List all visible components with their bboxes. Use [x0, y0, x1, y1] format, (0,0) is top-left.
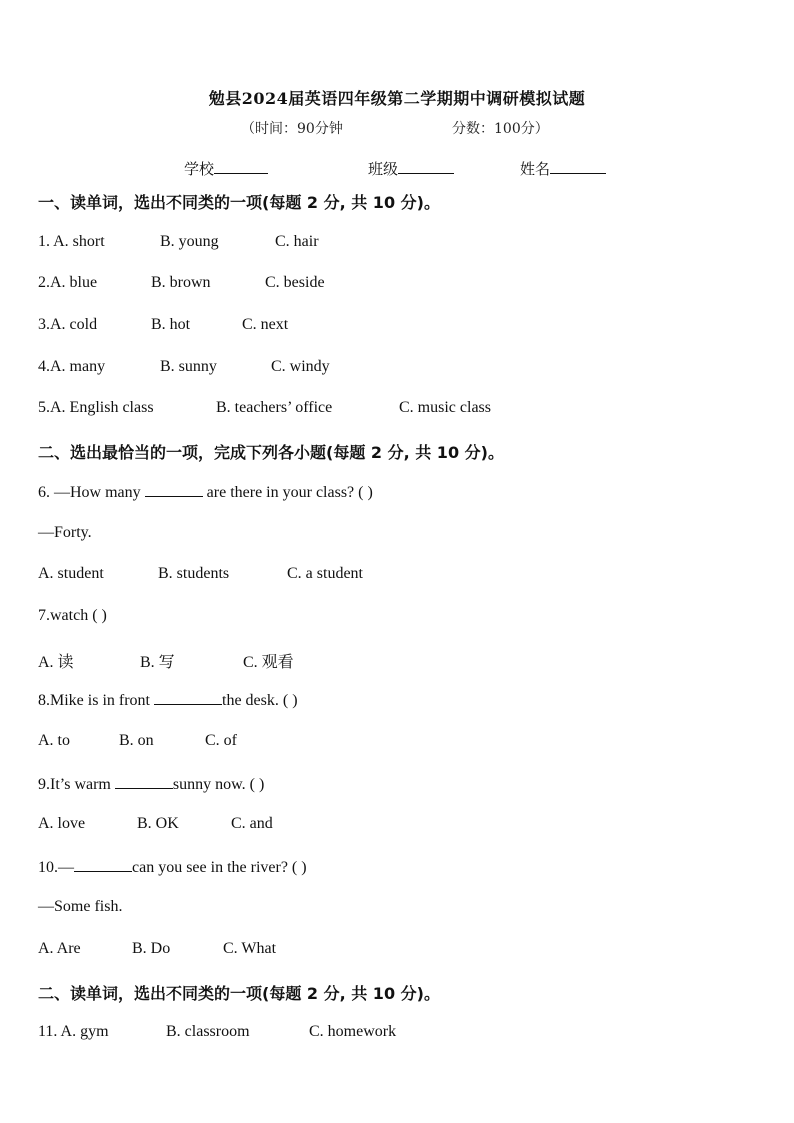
- question-stem-end: can you see in the river? ( ): [132, 859, 307, 876]
- answer-blank: [115, 774, 173, 789]
- question-10: [38, 857, 307, 877]
- question-1: [38, 233, 319, 251]
- section-heading-1: 一、读单词，选出不同类的一项(每题 2 分, 共 10 分)。: [38, 193, 440, 212]
- option-a: A. many: [50, 358, 106, 375]
- name-blank: [550, 159, 606, 174]
- option-c: C. and: [231, 815, 273, 832]
- exam-title: 勉县2024届英语四年级第二学期期中调研模拟试题: [208, 89, 586, 108]
- option-c: C. beside: [265, 274, 325, 291]
- name-label: 姓名: [520, 160, 551, 178]
- question-number: 4.: [38, 358, 50, 375]
- option-c: C. of: [205, 732, 237, 749]
- option-a: A. to: [38, 732, 70, 749]
- option-c: C. What: [223, 940, 277, 957]
- class-field: [368, 158, 454, 179]
- school-field: [184, 158, 268, 179]
- school-blank: [214, 159, 268, 174]
- option-b: B. 写: [140, 654, 175, 671]
- option-b: B. students: [158, 565, 230, 582]
- question-stem-start: 10.—: [38, 859, 74, 876]
- question-2: [38, 274, 325, 292]
- class-blank: [398, 159, 454, 174]
- option-b: B. hot: [151, 316, 191, 333]
- question-number: 2.: [38, 274, 50, 291]
- option-b: B. sunny: [160, 358, 217, 375]
- question-3: [38, 316, 289, 334]
- option-c: C. windy: [271, 358, 330, 375]
- question-stem-start: 9.It’s warm: [38, 776, 115, 793]
- question-stem-end: the desk. ( ): [222, 692, 298, 709]
- question-6: [38, 482, 373, 502]
- question-number: 11.: [38, 1023, 61, 1040]
- question-10-answer: —Some fish.: [38, 898, 123, 915]
- option-a: A. cold: [50, 316, 98, 333]
- school-label: 学校: [184, 160, 215, 178]
- option-c: C. hair: [275, 233, 319, 250]
- option-a: A. 读: [38, 654, 74, 671]
- option-b: B. OK: [137, 815, 179, 832]
- option-c: C. homework: [309, 1023, 397, 1040]
- option-b: B. young: [160, 233, 219, 250]
- question-7: 7.watch ( ): [38, 607, 107, 624]
- answer-blank: [145, 482, 203, 497]
- question-stem-start: 6. —How many: [38, 484, 145, 501]
- option-c: C. music class: [399, 399, 491, 416]
- option-b: B. brown: [151, 274, 211, 291]
- answer-blank: [154, 690, 222, 705]
- option-a: A. gym: [60, 1023, 109, 1040]
- question-stem-end: are there in your class? ( ): [202, 484, 373, 501]
- section-heading-3: 二、读单词，选出不同类的一项(每题 2 分, 共 10 分)。: [38, 984, 440, 1003]
- exam-score: 分数：100分）: [452, 121, 549, 137]
- question-number: 3.: [38, 316, 50, 333]
- option-a: A. love: [38, 815, 86, 832]
- question-9-options: [38, 815, 273, 833]
- class-label: 班级: [368, 160, 399, 178]
- option-c: C. next: [242, 316, 289, 333]
- question-8: [38, 690, 298, 710]
- question-11: [38, 1023, 397, 1041]
- question-number: 1.: [38, 233, 54, 250]
- option-a: A. Are: [38, 940, 81, 957]
- option-b: B. classroom: [166, 1023, 250, 1040]
- option-c: C. a student: [287, 565, 363, 582]
- option-c: C. 观看: [243, 654, 294, 671]
- option-a: A. English class: [50, 399, 154, 416]
- question-6-options: [38, 565, 363, 583]
- name-field: [520, 158, 606, 179]
- question-7-options: [38, 649, 294, 672]
- option-a: A. student: [38, 565, 104, 582]
- question-5: [38, 399, 491, 417]
- option-b: B. Do: [132, 940, 171, 957]
- answer-blank: [74, 857, 132, 872]
- question-9: [38, 774, 264, 794]
- question-stem-end: sunny now. ( ): [172, 776, 265, 793]
- option-b: B. teachers’ office: [216, 399, 333, 416]
- section-heading-2: 二、选出最恰当的一项，完成下列各小题(每题 2 分, 共 10 分)。: [38, 443, 504, 462]
- question-10-options: [38, 940, 277, 958]
- question-8-options: [38, 732, 237, 750]
- option-a: A. blue: [50, 274, 98, 291]
- question-number: 5.: [38, 399, 50, 416]
- question-4: [38, 358, 330, 376]
- option-a: A. short: [53, 233, 105, 250]
- option-b: B. on: [119, 732, 154, 749]
- exam-time: （时间：90分钟: [241, 121, 343, 137]
- question-6-answer: —Forty.: [38, 524, 92, 541]
- question-stem-start: 8.Mike is in front: [38, 692, 154, 709]
